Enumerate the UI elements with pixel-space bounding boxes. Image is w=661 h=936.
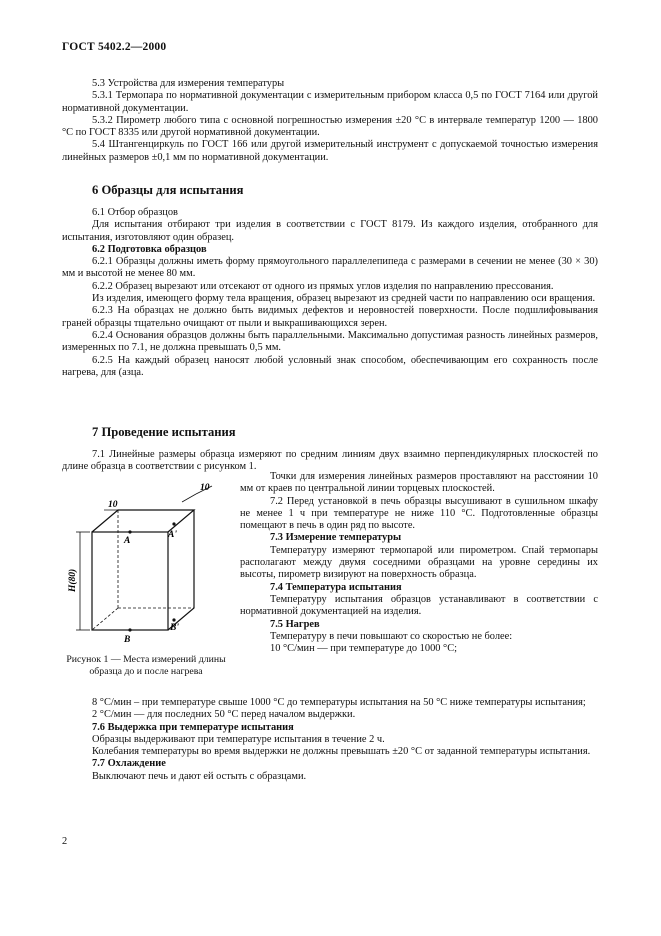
heading-7-5: 7.5 Нагрев	[270, 618, 320, 630]
para-7-1b: Точки для измерения линейных размеров проставляют на расстоянии 10 мм от краев по центральной линии торцевых плоскостей.	[240, 471, 598, 495]
point-b	[128, 628, 131, 631]
section-7-right-column	[240, 471, 598, 655]
section-6-block	[62, 183, 598, 379]
heading-7-7: 7.7 Охлаждение	[92, 758, 166, 770]
heading-6-1: 6.1 Отбор образцов	[92, 207, 178, 218]
dim-label-height: H(80)	[68, 568, 78, 592]
heading-6-2: 6.2 Подготовка образцов	[92, 243, 207, 255]
page-number: 2	[62, 836, 68, 847]
section-7-title: 7 Проведение испытания	[92, 425, 236, 439]
para-6-2-2: 6.2.2 Образец вырезают или отсекают от одного из прямых углов изделия по направлению прессования.	[92, 280, 554, 292]
para-7-4: Температуру испытания образцов устанавливают в соответствии с нормативной документацией на изделия.	[240, 593, 598, 618]
para-5-4: 5.4 Штангенциркуль по ГОСТ 166 или другой измерительный инструмент с допускаемой точностью измерения линейных размеров ±0,1 мм по нормативной документации.	[62, 139, 598, 163]
heading-7-3: 7.3 Измерение температуры	[270, 532, 402, 544]
specimen-diagram	[62, 480, 230, 648]
label-b2: B'	[170, 623, 179, 633]
point-a2	[172, 522, 175, 525]
para-7-5b: 8 °С/мин – при температуре свыше 1000 °С до температуры испытания на 50 °С ниже температуры испытания;	[92, 697, 586, 708]
specimen-front-face	[92, 532, 168, 630]
section-7-continued	[62, 697, 598, 783]
para-7-1: 7.1 Линейные размеры образца измеряют по средним линиям двух взаимно перпендикулярных плоскостей по длине образца в соответствии с рисунком 1.	[62, 449, 598, 473]
para-7-5: Температуру в печи повышают со скоростью не более:	[270, 630, 513, 642]
figure-1	[62, 480, 230, 677]
para-7-7: Выключают печь и дают ей остыть с образцами.	[92, 770, 307, 782]
para-7-6b: Колебания температуры во время выдержки не должны превышать ±20 °С от заданной температуры испытания.	[92, 746, 591, 758]
label-b: B	[124, 635, 131, 645]
para-6-2-4: 6.2.4 Основания образцов должны быть параллельными. Максимально допустимая разность линейных размеров, измеренных по 7.1, не должна превышать 0,5 мм.	[62, 329, 598, 354]
section-7-block	[62, 425, 598, 474]
para-6-2-5: 6.2.5 На каждый образец наносят любой условный знак способом, обеспечивающим его сохранность после нагрева, для (азца.	[62, 354, 598, 378]
para-6-2-3: 6.2.3 На образцах не должно быть видимых дефектов и неровностей поверхности. После подшлифовывания граней образцы тщательно очищают от пыли и выкрашивающихся зерен.	[62, 305, 598, 329]
para-7-3: Температуру измеряют термопарой или пирометром. Спай термопары располагают между двумя соседними образцами на уровне середины их высоты, пирометр визируют на поверхность образца.	[240, 544, 598, 581]
dim-label-top: 10	[108, 500, 118, 510]
document-header: ГОСТ 5402.2—2000	[62, 41, 167, 53]
heading-7-4: 7.4 Температура испытания	[270, 581, 402, 593]
para-5-3-1: 5.3.1 Термопара по нормативной документации с измерительным прибором класса 0,5 по ГОСТ 7164 или другой нормативной документации.	[62, 90, 598, 114]
para-6-1: Для испытания отбирают три изделия в соответствии с ГОСТ 8179. Из каждого изделия, отобранного для испытания, изготовляют один образец.	[62, 219, 598, 243]
specimen-top-face	[92, 510, 194, 532]
heading-7-6: 7.6 Выдержка при температуре испытания	[92, 721, 294, 733]
para-6-2-2b: Из изделия, имеющего форму тела вращения, образец вырезают из средней части по направлению оси вращения.	[92, 293, 596, 305]
section-6-title: 6 Образцы для испытания	[92, 183, 244, 197]
point-a	[128, 530, 131, 533]
para-6-2-1: 6.2.1 Образцы должны иметь форму прямоугольного параллелепипеда с размерами в сечении не менее (30 × 30) мм и высотой не менее 80 мм.	[62, 256, 598, 280]
dim-label-right: 10	[200, 483, 210, 493]
para-7-5c: 2 °С/мин — для последних 50 °С перед началом выдержки.	[92, 709, 356, 721]
heading-5-3: 5.3 Устройства для измерения температуры	[92, 78, 285, 89]
point-b2	[172, 618, 175, 621]
para-7-6: Образцы выдерживают при температуре испытания в течение 2 ч.	[92, 733, 385, 745]
para-7-2: 7.2 Перед установкой в печь образцы высушивают в сушильном шкафу не менее 1 ч при температуре не ниже 110 °С. Подготовленные образцы помещают в печь в один ряд по высоте.	[240, 495, 598, 532]
para-5-3-2: 5.3.2 Пирометр любого типа с основной погрешностью измерения ±20 °С в интервале температур 1200 — 1800 °С по ГОСТ 8335 или другой нормативной документации.	[62, 114, 598, 139]
label-a: A	[124, 536, 131, 546]
label-a2: A'	[168, 530, 177, 540]
section-5-block	[62, 78, 598, 164]
figure-1-caption: Рисунок 1 — Места измерений длины образца до и после нагрева	[66, 654, 226, 677]
para-7-5a: 10 °С/мин — при температуре до 1000 °С;	[270, 643, 458, 655]
